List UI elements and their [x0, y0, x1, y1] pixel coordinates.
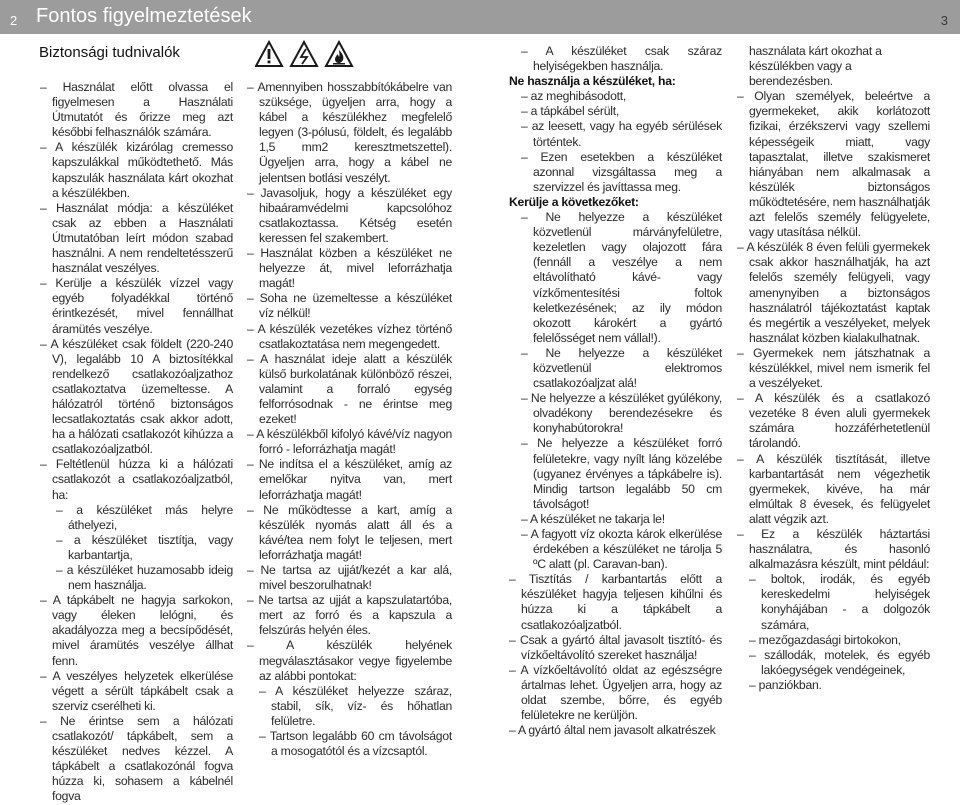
list-item: – A tápkábelt ne hagyja sarkokon, vagy éleken lelógni, és akadályozza meg a becsípődését, mivel áramütés veszélye állhat fenn.	[40, 593, 233, 668]
list-item: – Használat közben a készüléket ne helyezze át, mivel leforrázhatja magát!	[247, 246, 452, 291]
list-item: – A készüléket csak földelt (220-240 V), legalább 10 A biztosítékkal rendelkező csatlakozóaljzathoz csatlakoztatva üzemeltesse. A hálózatról történő biztonságos lecsatlakoztatás csak akkor adott, ha a hálózati csatlakozót kihúzza a csatlakozóaljzatból.	[40, 336, 233, 457]
sub-list-item: – A fagyott víz okozta károk elkerülése érdekében a készüléket ne tárolja 5 ºC alatt (pl. Caravan-ban).	[521, 527, 722, 572]
list-item: – A használat ideje alatt a készülék külső burkolatának különböző részei, valamint a forraló egység felforrósodnak - ne érintse meg ezeket!	[247, 351, 452, 427]
list-item: – Kerülje a készülék vízzel vagy egyéb folyadékkal történő érintkezését, mivel fennállhat áramütés veszélye.	[40, 276, 233, 336]
sub-list-item: – Ezen esetekben a készüléket azonnal vizsgáltassa meg a szervizzel és javíttassa meg.	[521, 149, 722, 194]
list-item: – Ne tartsa az ujját/kezét a kar alá, mivel beszorulhatnak!	[247, 563, 452, 593]
sub-list-item: – mezőgazdasági birtokokon,	[749, 632, 901, 647]
list-item: – Ne tartsa az ujját a kapszulatartóba, mert az forró és a kapszula a felszúrás helyén éles.	[247, 593, 452, 638]
column-1	[40, 80, 233, 805]
list-item: – Tisztítás / karbantartás előtt a készüléket hagyja teljesen kihűlni és húzza ki a tápkábelt a csatlakozóaljzatból.	[509, 572, 722, 632]
list-item: – Olyan személyek, beleértve a gyermekeket, akik korlátozott fizikai, érzékszervi vagy szellemi képességeik miatt, vagy tapasztalat, illetve szakismeret hiányában nem alkalmasak a készülék biztonságos működtetésére, nem használhatják azt felelős személy felügyelete, vagy utasítása nélkül.	[737, 89, 931, 240]
section-title: Biztonsági tudnivalók	[39, 44, 180, 61]
warning-triangle-icon	[256, 42, 282, 66]
list-item: – Soha ne üzemeltesse a készüléket víz nélkül!	[247, 291, 452, 321]
subheading: Kerülje a következőket:	[509, 194, 639, 209]
list-item: – Csak a gyártó által javasolt tisztító- és vízkőeltávolító szereket használja!	[509, 632, 722, 662]
sub-list-item: – panziókban.	[749, 677, 822, 692]
continued-text: használata kárt okozhat a készülékben vagy a berendezésben.	[749, 44, 882, 89]
sub-list-item: – a készüléket tisztítja, vagy karbantartja,	[56, 532, 233, 562]
sub-list-item: – Ne helyezze a készüléket forró felületekre, vagy nyílt láng közelébe (ugyanez érvényes a tápkábelre is). Mindig tartson legalább 50 cm távolságot!	[521, 436, 722, 511]
list-item: – Ne működtesse a kart, amíg a készülék nyomás alatt áll és a kávé/tea nem folyt le teljesen, mert leforrázhatja magát!	[247, 502, 452, 562]
list-item: – Ez a készülék háztartási használatra, és hasonló alkalmazásra készült, mint például:	[737, 527, 930, 572]
sub-list-item: – az leesett, vagy ha egyéb sérülések történtek.	[521, 119, 722, 149]
page-number-left: 2	[10, 13, 18, 28]
sub-list-item: – A készüléket csak száraz helyiségekben használja.	[521, 44, 722, 74]
list-item: – Használat előtt olvassa el figyelmesen a Használati Útmutatót és őrizze meg azt későbbi felhasználók számára.	[40, 80, 233, 140]
electric-shock-icon	[291, 42, 317, 66]
subheading: Ne használja a készüléket, ha:	[509, 74, 676, 89]
list-item: – Ne érintse sem a hálózati csatlakozót/ tápkábelt, sem a készüléket nedves kézzel. A tápkábelt a csatlakozónál fogva húzza ki, sohasem a kábelnél fogva	[40, 713, 233, 804]
column-4	[737, 44, 930, 693]
list-item: – Feltétlenül húzza ki a hálózati csatlakozót a csatlakozóaljzatból, ha:	[40, 457, 233, 502]
sub-list-item: – boltok, irodák, és egyéb kereskedelmi helyiségek konyhájában - a dolgozók számára,	[749, 572, 930, 632]
list-item: – A készülék tisztítását, illetve karbantartását nem végezhetik gyermekek, kivéve, ha már elmúltak 8 évesek, és felügyelet alatt végzik azt.	[737, 451, 930, 526]
sub-list-item: – Tartson legalább 60 cm távolságot a mosogatótól és a vízcsaptól.	[259, 729, 452, 759]
list-item: – Javasoljuk, hogy a készüléket egy hibaáramvédelmi kapcsolóhoz csatlakoztassa. Kétség esetén keressen fel szakembert.	[247, 185, 452, 245]
column-3	[509, 44, 722, 738]
list-item: – Használat módja: a készüléket csak az ebben a Használati Útmutatóban leírt módon szabad használni. A nem rendeltetésszerű használat veszélyes.	[40, 200, 233, 276]
sub-list-item: – a készüléket más helyre áthelyezi,	[56, 502, 233, 532]
sub-list-item: – Ne helyezze a készüléket közvetlenül márványfelületre, kezeletlen vagy olajozott fára (fennáll a veszélye a nem eltávolítható kávé- vagy vízkőmentesítési foltok keletkezésének; az ily módon okozott károkért a gyártó felelősséget nem vállal!).	[521, 210, 722, 345]
list-item: – Ne indítsa el a készüléket, amíg az emelőkar nyitva van, mert leforrázhatja magát!	[247, 457, 452, 502]
list-item: – Amennyiben hosszabbítókábelre van szüksége, ügyeljen arra, hogy a kábel a készülékhez megfelelő legyen (3-pólusú, földelt, és legalább 1,5 mm2 keresztmetszettel). Ügyeljen arra, hogy a kábel ne jelentsen botlási veszélyt.	[247, 80, 452, 185]
list-item: – A készülék helyének megválasztásakor vegye figyelembe az alábbi pontokat:	[247, 638, 452, 683]
sub-list-item: – a tápkábel sérült,	[521, 104, 619, 119]
column-2	[247, 80, 452, 759]
sub-list-item: – A készüléket helyezze száraz, stabil, sík, víz- és hőhatlan felületre.	[259, 683, 452, 728]
sub-list-item: – szállodák, motelek, és egyéb lakóegységek vendégeinek,	[749, 647, 930, 677]
list-item: – A készülék vezetékes vízhez történő csatlakoztatása nem megengedett.	[247, 321, 452, 351]
list-item: – Gyermekek nem játszhatnak a készülékkel, mivel nem ismerik fel a veszélyeket.	[737, 345, 930, 391]
fire-icon	[326, 42, 352, 66]
page-title: Fontos figyelmeztetések	[36, 5, 252, 27]
list-item: – A gyártó által nem javasolt alkatrészek	[509, 723, 716, 738]
list-item: – A készülék kizárólag cremesso kapszulákkal működtethető. Más kapszulák használata kárt okozhat a készülékben.	[40, 140, 233, 200]
page-number-right: 3	[940, 13, 948, 28]
list-item: – A vízkőeltávolító oldat az egészségre ártalmas lehet. Ügyeljen arra, hogy az oldat szembe, bőrre, és egyéb felületekre ne kerüljön.	[509, 662, 722, 723]
sub-list-item: – Ne helyezze a készüléket gyúlékony, olvadékony berendezésekre és konyhabútorokra!	[521, 391, 722, 436]
sub-list-item: – A készüléket ne takarja le!	[521, 511, 665, 526]
sub-list-item: – az meghibásodott,	[521, 89, 627, 104]
list-item: – A készülékből kifolyó kávé/víz nagyon forró - leforrázhatja magát!	[247, 427, 452, 457]
sub-list-item: – a készüléket huzamosabb ideig nem használja.	[56, 563, 233, 593]
list-item: – A veszélyes helyzetek elkerülése végett a sérült tápkábelt csak a szerviz cserélheti ki.	[40, 668, 233, 713]
warning-icons	[255, 40, 365, 68]
list-item: – A készülék és a csatlakozó vezetéke 8 éven aluli gyermekek számára hozzáférhetetlenül tárolandó.	[737, 391, 930, 451]
list-item: – A készülék 8 éven felüli gyermekek csak akkor használhatják, ha azt felelős személy felügyeli, vagy amenynyiben a biztonságos használatról tájékoztatást kaptak és megértik a veszélyeket, melyek használat közben kialakulhatnak.	[737, 240, 930, 345]
sub-list-item: – Ne helyezze a készüléket közvetlenül elektromos csatlakozóaljzat alá!	[521, 345, 722, 391]
